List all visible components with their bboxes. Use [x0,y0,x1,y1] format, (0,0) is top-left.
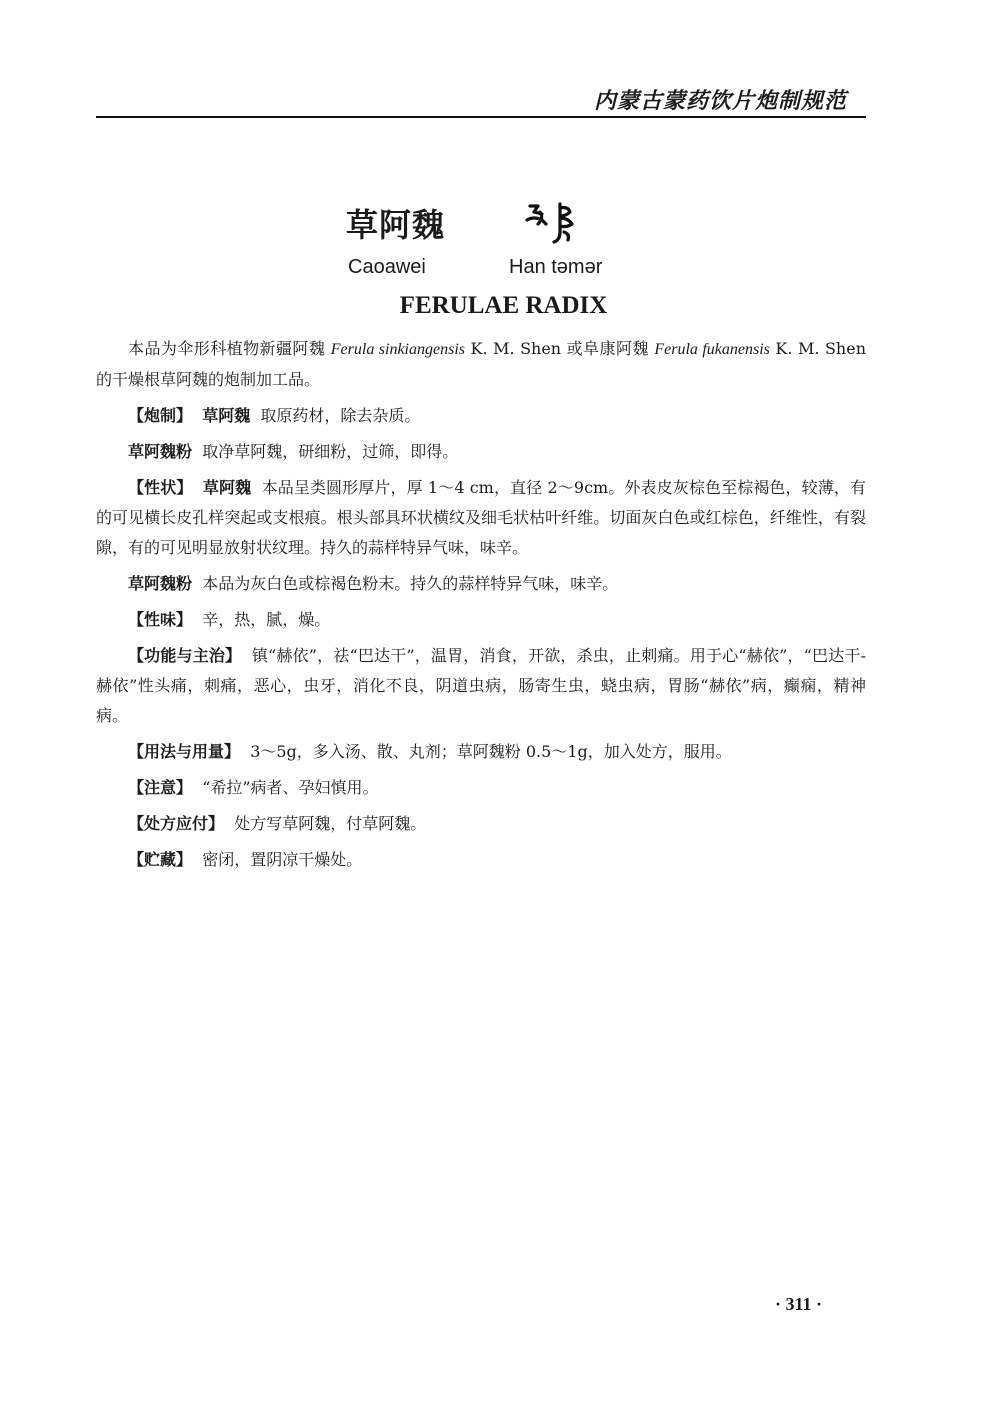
section-label: 【处方应付】 [128,814,225,833]
section-label: 【炮制】 [128,406,193,425]
section-label: 【性状】 [128,478,193,497]
prescription-section [96,809,866,839]
subheading: 草阿魏粉 [128,442,193,461]
intro-paragraph [96,334,866,395]
section-text: 镇“赫依”，祛“巴达干”，温胃，消食，开欲，杀虫，止刺痛。用于心“赫依”，“巴达干-赫依”性头痛，刺痛，恶心，虫牙，消化不良，阴道虫病，肠寄生虫，蛲虫病，胃肠“赫依”病，癫痫，精神病。 [96,646,866,725]
section-text: 本品呈类圆形厚片，厚 1～4 cm，直径 2～9cm。外表皮灰棕色至棕褐色，较薄，有的可见横长皮孔样突起或支根痕。根头部具环状横纹及细毛状枯叶纤维。切面灰白色或红棕色，纤维性，有裂隙，有的可见明显放射状纹理。持久的蒜样特异气味，味辛。 [96,478,866,557]
section-label: 【注意】 [128,778,193,797]
section-text: 3～5g，多入汤、散、丸剂；草阿魏粉 0.5～1g，加入处方，服用。 [250,742,732,761]
section-text: 处方写草阿魏，付草阿魏。 [234,814,427,833]
species-name: Ferula fukanensis [654,341,770,358]
processing-section [96,401,866,431]
section-label: 【性味】 [128,610,193,629]
entry-title-chinese: 草阿魏 [346,206,446,244]
latin-drug-name: FERULAE RADIX [399,292,608,319]
precautions-section [96,773,866,803]
characters-section [96,473,866,563]
subheading: 草阿魏 [202,478,252,497]
section-text: 辛，热，腻，燥。 [202,610,331,629]
mongolian-script-title [524,198,584,248]
monograph-body [96,334,866,881]
subheading: 草阿魏粉 [128,574,193,593]
intro-text: K. M. Shen 或阜康阿魏 [464,339,655,358]
section-text: 本品为灰白色或棕褐色粉末。持久的蒜样特异气味，味辛。 [202,574,619,593]
section-text: “希拉”病者、孕妇慎用。 [202,778,379,797]
section-text: 密闭，置阴凉干燥处。 [202,850,363,869]
mongolian-romanization: Han təmər [509,256,603,278]
header-rule [96,116,866,118]
subheading: 草阿魏 [202,406,251,425]
functions-section [96,641,866,731]
species-name: Ferula sinkiangensis [330,341,465,358]
taste-section [96,605,866,635]
section-label: 【功能与主治】 [128,646,242,665]
pinyin-name: Caoawei [348,256,426,278]
section-text: 取原药材，除去杂质。 [260,406,421,425]
storage-section [96,845,866,875]
characters-powder [96,569,866,599]
section-label: 【用法与用量】 [128,742,241,761]
dosage-section [96,737,866,767]
running-header-title: 内蒙古蒙药饮片炮制规范 [593,88,847,114]
section-text: 取净草阿魏，研细粉，过筛，即得。 [202,442,459,461]
intro-text: K. M. Shen 的干燥根草阿魏的炮制加工品。 [96,339,866,389]
processing-powder [96,437,866,467]
page-number: · 311 · [775,1294,823,1314]
section-label: 【贮藏】 [128,850,193,869]
intro-text: 本品为伞形科植物新疆阿魏 [128,339,331,358]
